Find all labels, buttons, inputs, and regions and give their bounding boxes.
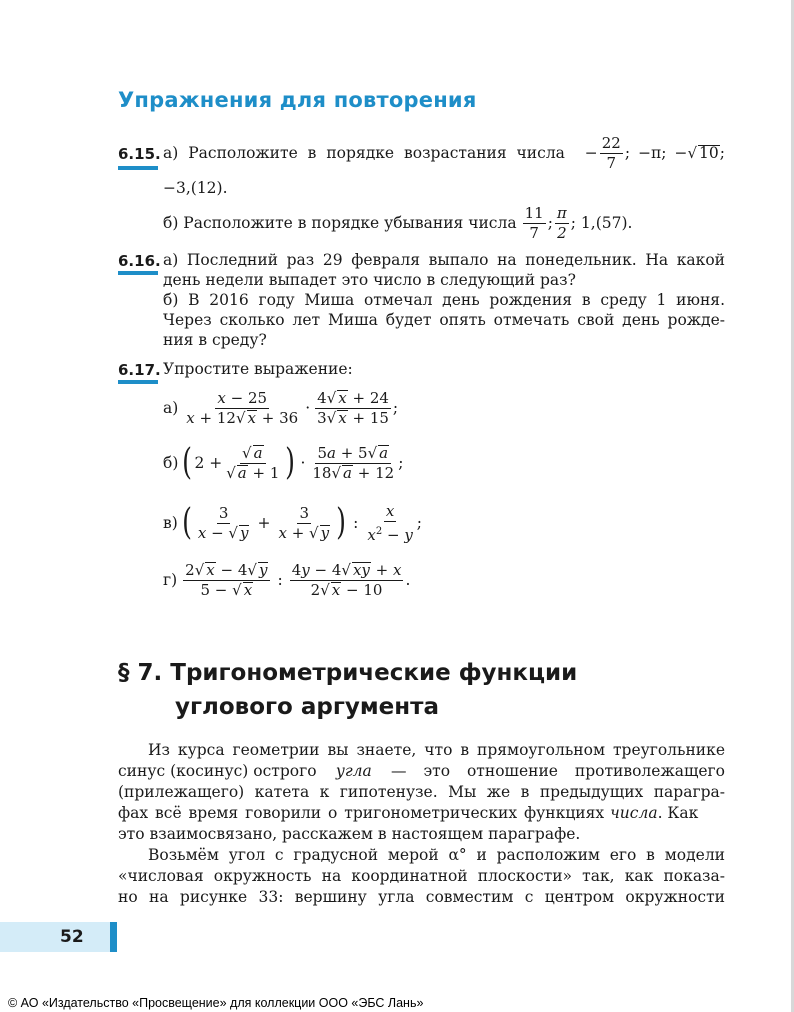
text-line: Возьмём угол с градусной мерой α° и расположим его в модели <box>148 846 725 864</box>
item-label: г) <box>163 571 178 589</box>
radical-icon: √ <box>687 144 698 162</box>
text-line <box>118 803 725 824</box>
math-expression <box>585 135 725 172</box>
item-label: а) <box>163 399 179 417</box>
text-span: синус (косинус) острого <box>118 762 317 780</box>
exercise-6-16 <box>163 250 725 350</box>
expression-a: а) $\frac{x - 25}{x + 12√ x + 36}$ · $\frac{4√ x + 24}{3√ x + 15}$ ; <box>163 388 399 427</box>
fraction <box>555 205 569 242</box>
fraction: $\frac{3}{x - √ y}$ <box>197 503 249 542</box>
exercise-number-bar <box>118 271 158 275</box>
text-line: это взаимосвязано, расскажем в настоящем параграфе. <box>118 825 581 843</box>
fraction-denominator: 7 <box>606 153 617 172</box>
exercise-number-6-16: 6.16. <box>118 252 161 270</box>
page-number-bar <box>110 922 117 952</box>
fraction: $\frac{5a + 5√ a}{18√ a + 12}$ <box>312 443 395 482</box>
item-label: б) <box>163 454 179 472</box>
fraction-denominator: 2 <box>557 223 567 242</box>
text-line: а) Последний раз 29 февраля выпало на понедельник. На какой <box>163 251 725 269</box>
exercise-text: а) Расположите в порядке возрастания числа <box>163 144 565 162</box>
fraction: $\frac{2√ x - 4√ y}{5 - √ x}$ <box>183 562 270 599</box>
exercise-6-15-b <box>163 201 632 245</box>
text-span: фах всё время говорили о тригонометрических функциях <box>118 804 605 822</box>
exercise-6-15-a <box>163 130 725 176</box>
fraction: $\frac{x - 25}{x + 12√ x + 36}$ <box>186 388 299 427</box>
minus-sign: − <box>584 144 598 162</box>
expression-v: в) ( $\frac{3}{x - √ y}$ + $\frac{3}{x + √ y}$ ) : $\frac{x}{x^2 - y}$ ; <box>163 501 423 544</box>
text-line: Через сколько лет Миша будет опять отмечать свой день рожде- <box>163 311 725 329</box>
text-span: — это отношение противолежащего <box>391 762 725 780</box>
section-title-line: углового аргумента <box>175 694 439 720</box>
separator: ; <box>719 144 725 162</box>
separator: ; <box>547 214 553 232</box>
copyright-footer: © АО «Издательство «Просвещение» для коллекции ООО «ЭБС Лань» <box>8 996 424 1010</box>
section-title-line: § 7. Тригонометрические функции <box>118 660 578 686</box>
fraction-numerator: 11 <box>524 203 544 222</box>
text-line: день недели выпадет это число в следующий раз? <box>163 271 576 289</box>
fraction <box>523 205 546 242</box>
text-line: б) В 2016 году Миша отмечал день рождения в среду 1 июня. <box>163 291 725 309</box>
paragraph-2 <box>118 845 725 908</box>
paragraph-1 <box>118 740 725 845</box>
exercise-text: б) Расположите в порядке убывания числа <box>163 214 517 232</box>
text-span: . Как <box>657 804 699 822</box>
exercise-6-15-a-cont: −3,(12). <box>163 179 228 197</box>
emphasis: угла <box>335 762 372 780</box>
text-line: (прилежащего) катета к гипотенузе. Мы же в предыдущих парагра- <box>118 783 725 801</box>
fraction <box>600 135 623 172</box>
exercise-text: ; 1,(57). <box>570 214 633 232</box>
item-label: в) <box>163 514 178 532</box>
expression-g: г) $\frac{2√ x - 4√ y}{5 - √ x}$ : $\frac{4y - 4√ xy + x}{2√ x - 10}$ . <box>163 560 411 599</box>
text-line: но на рисунке 33: вершину угла совместим с центром окружности <box>118 888 725 906</box>
text-line: Из курса геометрии вы знаете, что в прямоугольном треугольнике <box>148 741 725 759</box>
separator: ; <box>624 144 631 162</box>
emphasis: числа <box>610 804 658 822</box>
minus-sign: − <box>674 144 688 162</box>
section-title <box>118 656 577 724</box>
text-line: ния в среду? <box>163 331 267 349</box>
page-number: 52 <box>60 927 84 947</box>
expression-b: б) ( 2 + $\frac{√ a}{√ a + 1}$ ) · $\frac{5a + 5√ a}{18√ a + 12}$ ; <box>163 442 404 483</box>
radicand: 10 <box>699 144 719 162</box>
exercise-number-bar <box>118 380 158 384</box>
fraction: $\frac{x}{x^2 - y}$ <box>367 501 413 544</box>
exercise-number-bar <box>118 166 158 170</box>
pi-term: −π; <box>638 144 667 162</box>
fraction-denominator: 7 <box>529 223 539 242</box>
text-line <box>118 761 725 782</box>
text-line: «числовая окружность на координатной плоскости» так, как показа- <box>118 867 725 885</box>
fraction: $\frac{3}{x + √ y}$ <box>278 503 330 542</box>
fraction: $\frac{4y - 4√ xy + x}{2√ x - 10}$ <box>291 560 402 599</box>
fraction: $\frac{√ a}{√ a + 1}$ <box>226 443 280 482</box>
fraction-numerator: π <box>556 203 567 222</box>
exercise-number-6-17: 6.17. <box>118 361 161 379</box>
fraction: $\frac{4√ x + 24}{3√ x + 15}$ <box>317 388 389 427</box>
page-number-band <box>0 922 110 952</box>
exercise-6-17-intro: Упростите выражение: <box>163 360 353 378</box>
exercise-number-6-15: 6.15. <box>118 145 161 163</box>
exercises-heading: Упражнения для повторения <box>118 88 477 112</box>
fraction-numerator: 22 <box>601 133 621 152</box>
